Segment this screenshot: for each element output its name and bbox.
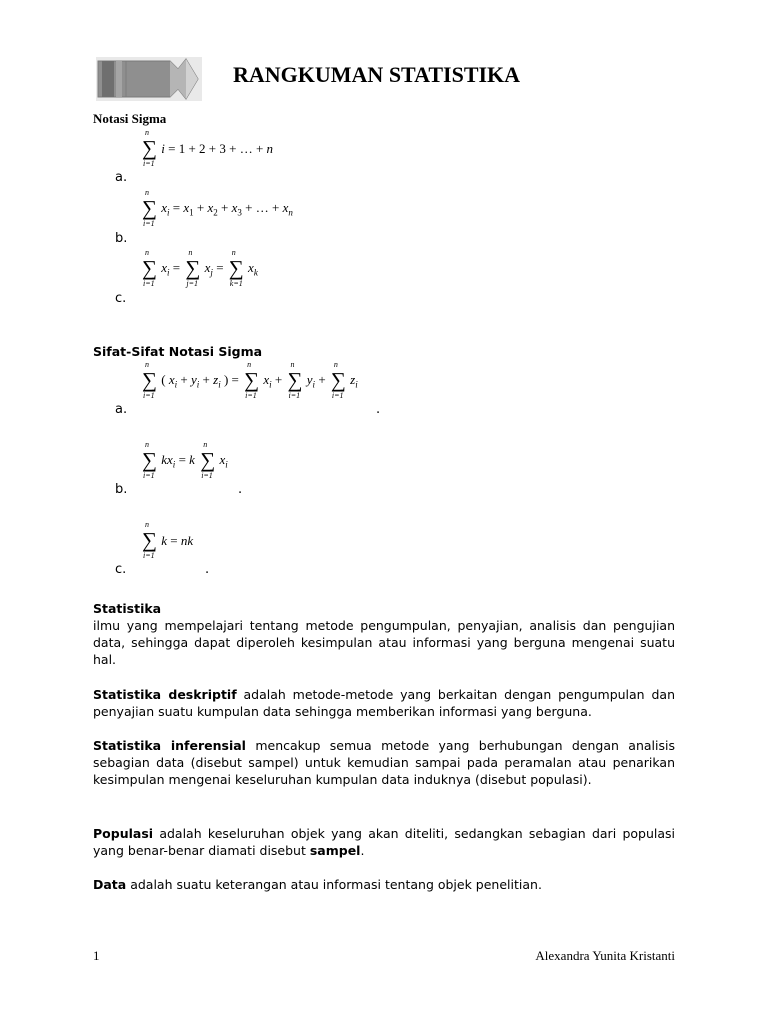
formula-sifat-b: n ∑ i=1 $kx_i = k$ n ∑ i=1 $x_i$ xyxy=(142,440,228,480)
notasi-sigma-heading: Notasi Sigma xyxy=(93,111,167,126)
term-statistika-inferensial: Statistika inferensial xyxy=(93,738,246,753)
statistika-definition: ilmu yang mempelajari tentang metode pengumpulan, penyajian, analisis dan pengujian data, sehingga dapat diperoleh kesimpulan atau informasi yang berguna mengenai suatu hal. xyxy=(93,618,675,667)
statistika-heading: Statistika xyxy=(93,601,162,616)
term-populasi: Populasi xyxy=(93,826,154,841)
inferensial-text: mencakup semua metode yang berhubungan dengan analisis sebagian data (disebut sampel) untuk kemudian sampai pada peramalan atau penarikan kesimpulan mengenai keseluruhan kumpulan data induknya (disebut populasi). xyxy=(93,738,675,787)
formula-notasi-b: n ∑ i=1 $x_i = x_1 + x_2 + x_3$ + … + $x_n$ xyxy=(142,188,293,228)
author-name: Alexandra Yunita Kristanti xyxy=(535,948,675,963)
formula-notasi-a: n ∑ i=1 i = 1 + 2 + 3 + … + n xyxy=(142,128,274,168)
deskriptif-text: adalah metode-metode yang berkaitan dengan pengumpulan dan penyajian suatu kumpulan data sehingga memberikan informasi yang berguna. xyxy=(93,687,675,719)
populasi-paragraph xyxy=(93,825,675,859)
notasi-item-b-label: b. xyxy=(115,231,128,246)
statistika-inferensial-paragraph xyxy=(93,737,675,788)
page-number: 1 xyxy=(93,948,100,963)
formula-sifat-c: n ∑ i=1 k = nk xyxy=(142,520,194,560)
sifat-item-c-period: . xyxy=(205,562,210,577)
page-title: RANGKUMAN STATISTIKA xyxy=(233,62,521,87)
data-text: adalah suatu keterangan atau informasi tentang objek penelitian. xyxy=(126,877,542,892)
pencil-logo xyxy=(96,55,206,103)
sifat-item-a-period: . xyxy=(376,402,381,417)
sifat-item-c-label: c. xyxy=(115,562,127,577)
sifat-item-b-period: . xyxy=(238,482,243,497)
sifat-item-a-label: a. xyxy=(115,402,128,417)
term-sampel: sampel xyxy=(309,843,361,858)
sifat-notasi-heading: Sifat-Sifat Notasi Sigma xyxy=(93,344,263,359)
sifat-item-b-label: b. xyxy=(115,482,128,497)
data-paragraph xyxy=(93,876,675,893)
formula-sifat-a: n ∑ i=1 ( $x_i + y_i + z_i$ ) = n ∑ i=1 $x_i$ + n ∑ i=1 $y_i$ + n ∑ i=1 $z_i$ xyxy=(142,360,358,400)
notasi-item-a-label: a. xyxy=(115,170,128,185)
term-statistika-deskriptif: Statistika deskriptif xyxy=(93,687,237,702)
notasi-item-c-label: c. xyxy=(115,291,127,306)
formula-notasi-c: n ∑ i=1 $x_i$ = n ∑ j=1 $x_j$ = n ∑ k=1 $x_k$ xyxy=(142,248,258,288)
term-data: Data xyxy=(93,877,127,892)
populasi-text: adalah keseluruhan objek yang akan diteliti, sedangkan sebagian dari populasi yang benar-benar diamati disebut xyxy=(93,826,675,858)
statistika-deskriptif-paragraph xyxy=(93,686,675,720)
populasi-text-end: . xyxy=(360,843,365,858)
